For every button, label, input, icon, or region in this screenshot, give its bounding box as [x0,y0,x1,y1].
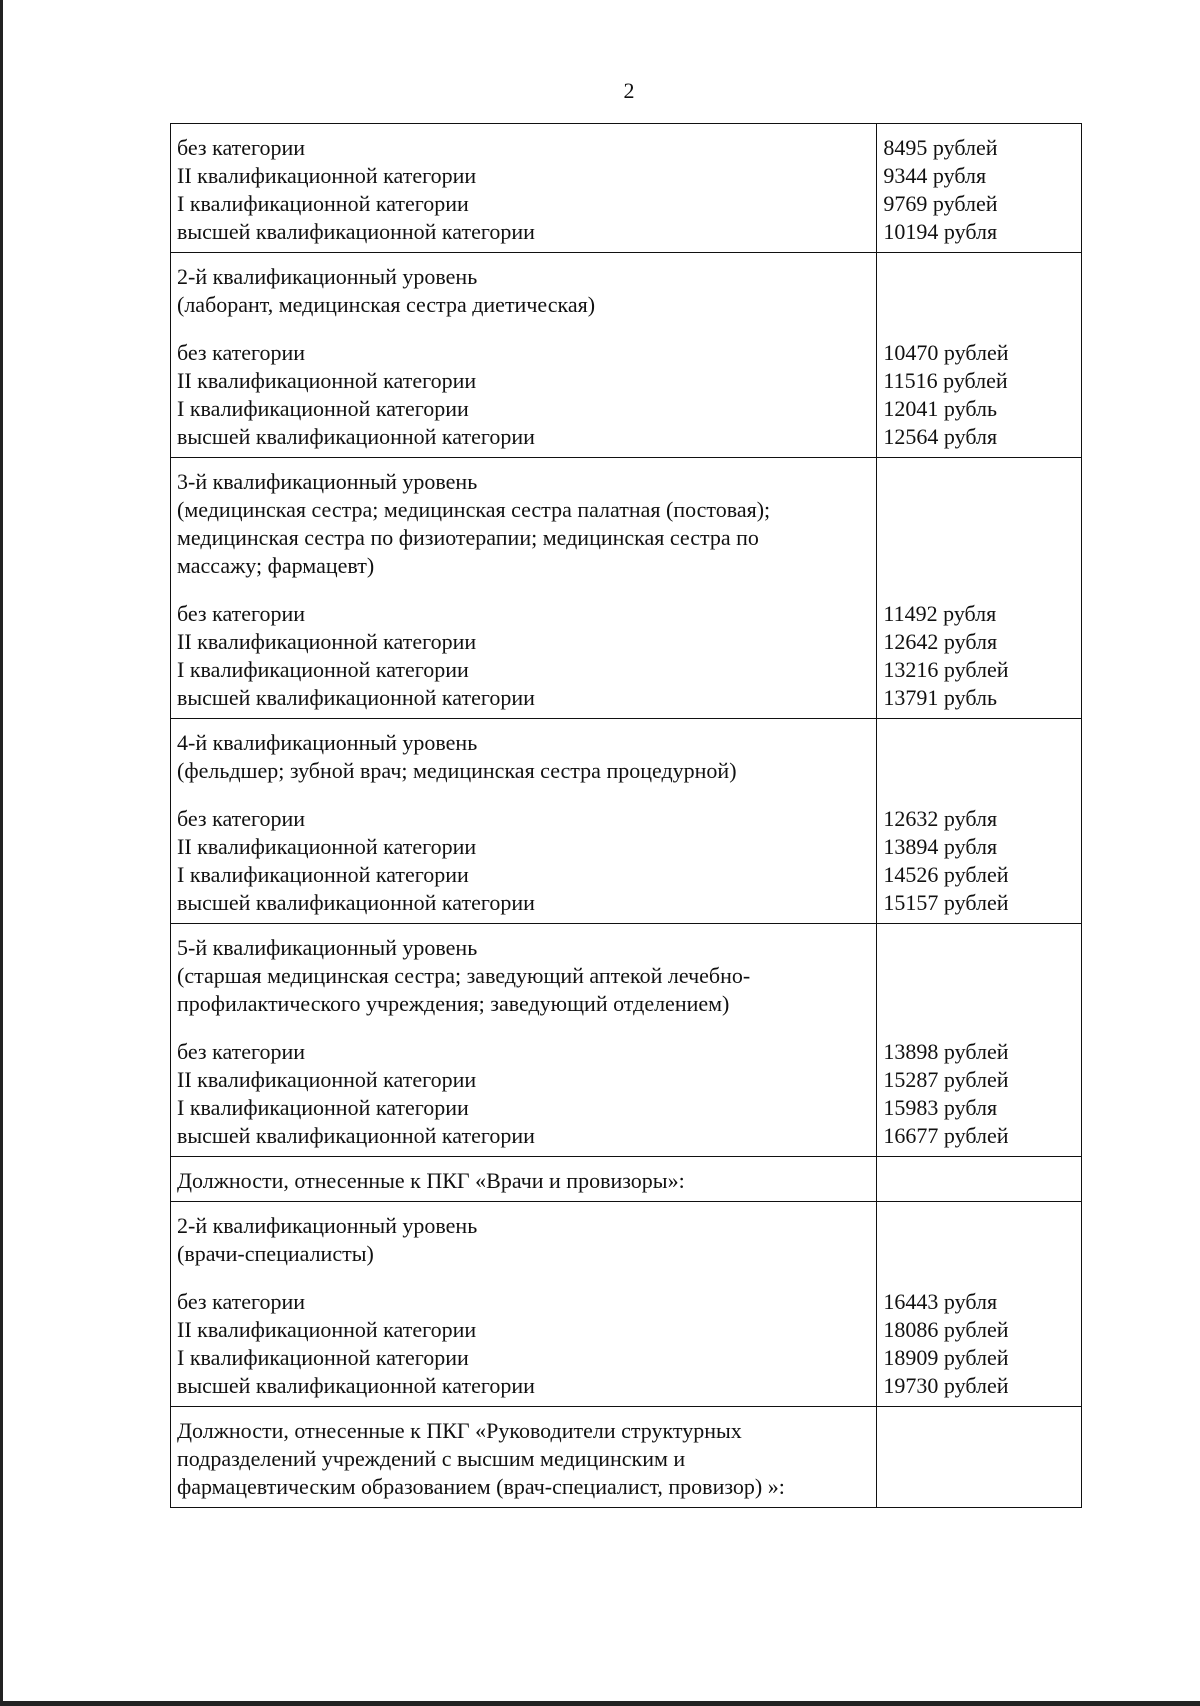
position-cell [171,253,877,458]
category-label: II квалификационной категории [177,368,477,393]
category-label: I квалификационной категории [177,396,469,421]
category-label: I квалификационной категории [177,191,469,216]
spacer [177,785,870,805]
level-description: (лаборант, медицинская сестра диетическая) [177,292,596,317]
level-title: 3-й квалификационный уровень [177,469,478,494]
category-label: высшей квалификационной категории [177,1123,535,1148]
salary-cell [877,1157,1082,1202]
level-title: 5-й квалификационный уровень [177,935,478,960]
level-description: профилактического учреждения; заведующий отделением) [177,991,730,1016]
category-label: высшей квалификационной категории [177,685,535,710]
table-row [171,458,1082,719]
spacer [177,319,870,339]
value-spacer [883,729,1075,805]
position-cell [171,719,877,924]
category-label: II квалификационной категории [177,1067,477,1092]
category-label: высшей квалификационной категории [177,424,535,449]
value-spacer [883,934,1075,1038]
salary-table [170,123,1082,1508]
category-label: I квалификационной категории [177,1345,469,1370]
category-label: высшей квалификационной категории [177,1373,535,1398]
salary-value: 12632 рубля [883,806,998,831]
category-label: I квалификационной категории [177,862,469,887]
salary-value: 9344 рубля [883,163,987,188]
level-description: (врачи-специалисты) [177,1241,374,1266]
salary-value: 12642 рубля [883,629,998,654]
position-cell [171,924,877,1157]
salary-value: 14526 рублей [883,862,1009,887]
table-row [171,1407,1082,1508]
spacer [177,1268,870,1288]
salary-value: 11492 рубля [883,601,997,626]
salary-table-body [171,124,1082,1508]
salary-cell [877,253,1082,458]
category-label: II квалификационной категории [177,834,477,859]
level-description: массажу; фармацевт) [177,553,375,578]
salary-value: 15287 рублей [883,1067,1009,1092]
category-label: без категории [177,1289,306,1314]
level-title: Должности, отнесенные к ПКГ «Руководители структурных [177,1418,742,1443]
salary-cell [877,1407,1082,1508]
value-spacer [883,1212,1075,1288]
salary-value: 19730 рублей [883,1373,1009,1398]
spacer [177,580,870,600]
scan-edge-bottom [0,1701,1200,1706]
salary-value: 10470 рублей [883,340,1009,365]
value-spacer [883,263,1075,339]
position-cell [171,124,877,253]
salary-value: 11516 рублей [883,368,1008,393]
category-label: II квалификационной категории [177,163,477,188]
salary-value: 9769 рублей [883,191,998,216]
salary-value: 16677 рублей [883,1123,1009,1148]
level-description: (фельдшер; зубной врач; медицинская сестра процедурной) [177,758,737,783]
salary-value: 13894 рубля [883,834,998,859]
level-description: подразделений учреждений с высшим медицинским и [177,1446,686,1471]
position-cell [171,1157,877,1202]
position-cell [171,458,877,719]
level-title: 4-й квалификационный уровень [177,730,478,755]
value-spacer [883,468,1075,600]
table-row [171,924,1082,1157]
category-label: II квалификационной категории [177,1317,477,1342]
category-label: высшей квалификационной категории [177,890,535,915]
salary-cell [877,719,1082,924]
table-row [171,124,1082,253]
salary-cell [877,924,1082,1157]
level-title: Должности, отнесенные к ПКГ «Врачи и провизоры»: [177,1168,685,1193]
category-label: I квалификационной категории [177,1095,469,1120]
table-row [171,1157,1082,1202]
position-cell [171,1202,877,1407]
salary-value: 12564 рубля [883,424,998,449]
salary-value: 16443 рубля [883,1289,998,1314]
scan-edge-left [0,0,3,1706]
salary-value: 13898 рублей [883,1039,1009,1064]
category-label: без категории [177,135,306,160]
level-title: 2-й квалификационный уровень [177,264,478,289]
category-label: II квалификационной категории [177,629,477,654]
category-label: I квалификационной категории [177,657,469,682]
table-row [171,719,1082,924]
category-label: без категории [177,806,306,831]
salary-value: 15157 рублей [883,890,1009,915]
salary-value: 10194 рубля [883,219,998,244]
category-label: без категории [177,1039,306,1064]
salary-value: 13216 рублей [883,657,1009,682]
salary-cell [877,124,1082,253]
spacer [177,1018,870,1038]
salary-cell [877,1202,1082,1407]
page-number: 2 [623,78,635,103]
level-description: медицинская сестра по физиотерапии; медицинская сестра по [177,525,759,550]
level-description: (старшая медицинская сестра; заведующий аптекой лечебно- [177,963,751,988]
salary-value: 13791 рубль [883,685,997,710]
salary-value: 18909 рублей [883,1345,1009,1370]
table-row [171,1202,1082,1407]
category-label: без категории [177,340,306,365]
category-label: высшей квалификационной категории [177,219,535,244]
position-cell [171,1407,877,1508]
salary-value: 12041 рубль [883,396,997,421]
salary-value: 15983 рубля [883,1095,998,1120]
level-description: (медицинская сестра; медицинская сестра палатная (постовая); [177,497,771,522]
salary-value: 8495 рублей [883,135,998,160]
level-title: 2-й квалификационный уровень [177,1213,478,1238]
salary-cell [877,458,1082,719]
table-row [171,253,1082,458]
category-label: без категории [177,601,306,626]
salary-value: 18086 рублей [883,1317,1009,1342]
level-description: фармацевтическим образованием (врач-специалист, провизор) »: [177,1474,785,1499]
